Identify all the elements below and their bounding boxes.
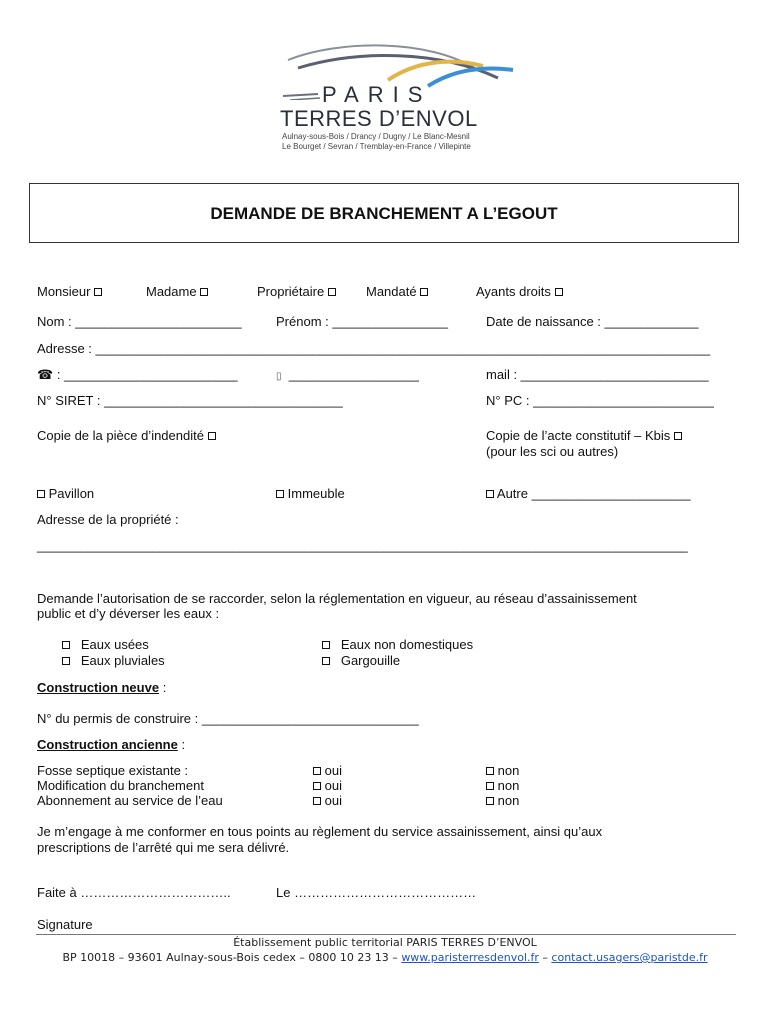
adresse-field[interactable]: Adresse : _____________________________________________________________________________________	[37, 341, 711, 356]
footer-line-2	[0, 951, 770, 964]
modification-oui-option[interactable]	[313, 778, 342, 793]
siret-field[interactable]: N° SIRET : _________________________________	[37, 393, 343, 408]
mandate-checkbox[interactable]	[420, 288, 428, 296]
copie-kbis-note: (pour les sci ou autres)	[486, 444, 619, 459]
logo-terres-text: TERRES D’ENVOL	[280, 106, 478, 131]
mobile-line: __________________	[288, 367, 419, 382]
immeuble-option[interactable]	[276, 486, 345, 501]
engagement-line-1: Je m’engage à me conformer en tous points au règlement du service assainissement, ainsi qu’aux	[37, 824, 603, 839]
oui-label: oui	[324, 778, 342, 793]
construction-neuve-label: Construction neuve	[37, 680, 160, 695]
footer-line-1: Établissement public territorial PARIS TERRES D’ENVOL	[233, 936, 537, 949]
eaux-pluviales-checkbox[interactable]	[62, 657, 70, 665]
abonnement-non-option[interactable]	[486, 793, 519, 808]
eaux-usees-option[interactable]	[62, 637, 149, 652]
logo-towns-line-2: Le Bourget / Sevran / Tremblay-en-France / Villepinte	[282, 142, 471, 151]
copie-kbis-checkbox[interactable]	[674, 432, 682, 440]
fosse-oui-option[interactable]	[313, 763, 342, 778]
eaux-non-domestiques-checkbox[interactable]	[322, 641, 330, 649]
construction-ancienne-label: Construction ancienne	[37, 737, 178, 752]
colon: :	[181, 737, 186, 752]
proprietaire-checkbox[interactable]	[328, 288, 336, 296]
proprietaire-label: Propriétaire	[257, 284, 325, 299]
prenom-field[interactable]: Prénom : ________________	[276, 314, 449, 329]
mobile-field[interactable]	[276, 367, 419, 382]
modification-label: Modification du branchement	[37, 778, 204, 793]
eaux-non-domestiques-label: Eaux non domestiques	[340, 637, 474, 652]
autre-option[interactable]	[486, 486, 691, 501]
colon: :	[162, 680, 167, 695]
immeuble-label: Immeuble	[287, 486, 345, 501]
telephone-line: : ________________________	[56, 367, 238, 382]
engagement-line-2: prescriptions de l’arrêté qui me sera délivré.	[37, 840, 290, 855]
phone-icon: ☎	[37, 367, 54, 382]
eaux-non-domestiques-option[interactable]	[322, 637, 473, 652]
madame-option[interactable]	[146, 284, 208, 299]
non-label: non	[497, 793, 520, 808]
pavillon-label: Pavillon	[48, 486, 95, 501]
signature-label: Signature	[37, 917, 93, 932]
mail-field[interactable]: mail : __________________________	[486, 367, 709, 382]
construction-neuve-heading	[37, 680, 166, 695]
madame-checkbox[interactable]	[200, 288, 208, 296]
mobile-phone-icon: ▯	[276, 371, 282, 382]
faite-a-field[interactable]: Faite à ……………………………..	[37, 885, 231, 900]
abonnement-label: Abonnement au service de l’eau	[37, 793, 223, 808]
gargouille-option[interactable]	[322, 653, 400, 668]
monsieur-label: Monsieur	[37, 284, 91, 299]
monsieur-checkbox[interactable]	[94, 288, 102, 296]
adresse-propriete-label: Adresse de la propriété :	[37, 512, 179, 527]
proprietaire-option[interactable]	[257, 284, 336, 299]
fosse-oui-checkbox[interactable]	[313, 767, 321, 775]
autre-label: Autre ______________________	[496, 486, 691, 501]
fosse-label: Fosse septique existante :	[37, 763, 189, 778]
title-box	[29, 183, 739, 243]
monsieur-option[interactable]	[37, 284, 102, 299]
email-link[interactable]: contact.usagers@paristde.fr	[551, 951, 708, 964]
non-label: non	[497, 763, 520, 778]
copie-kbis-label: Copie de l’acte constitutif – Kbis	[486, 428, 671, 443]
autre-checkbox[interactable]	[486, 490, 494, 498]
pavillon-option[interactable]	[37, 486, 94, 501]
gargouille-label: Gargouille	[340, 653, 401, 668]
pc-field[interactable]: N° PC : _________________________	[486, 393, 714, 408]
fosse-non-checkbox[interactable]	[486, 767, 494, 775]
non-label: non	[497, 778, 520, 793]
mandate-label: Mandaté	[366, 284, 417, 299]
date-naissance-field[interactable]: Date de naissance : _____________	[486, 314, 699, 329]
oui-label: oui	[324, 763, 342, 778]
footer-address: BP 10018 – 93601 Aulnay-sous-Bois cedex – 0800 10 23 13 –	[62, 951, 398, 964]
madame-label: Madame	[146, 284, 197, 299]
logo-paris-text: PARIS	[322, 82, 432, 107]
le-field[interactable]: Le ……………………………………	[276, 885, 477, 900]
request-text-line-2: public et d’y déverser les eaux :	[37, 606, 220, 621]
copie-identite-option[interactable]	[37, 428, 216, 443]
eaux-pluviales-option[interactable]	[62, 653, 165, 668]
copie-identite-checkbox[interactable]	[208, 432, 216, 440]
nom-field[interactable]: Nom : _______________________	[37, 314, 242, 329]
oui-label: oui	[324, 793, 342, 808]
ayants-droits-label: Ayants droits	[476, 284, 551, 299]
telephone-field[interactable]	[37, 367, 238, 383]
modification-non-option[interactable]	[486, 778, 519, 793]
footer-divider	[36, 934, 736, 935]
footer-dash: –	[542, 951, 548, 964]
abonnement-oui-checkbox[interactable]	[313, 797, 321, 805]
logo	[278, 40, 518, 155]
modification-non-checkbox[interactable]	[486, 782, 494, 790]
construction-ancienne-heading	[37, 737, 185, 752]
gargouille-checkbox[interactable]	[322, 657, 330, 665]
eaux-usees-checkbox[interactable]	[62, 641, 70, 649]
logo-towns-line-1: Aulnay-sous-Bois / Drancy / Dugny / Le Blanc-Mesnil	[282, 132, 470, 141]
request-text-line-1: Demande l’autorisation de se raccorder, selon la réglementation en vigueur, au réseau d’assainissement	[37, 591, 637, 606]
ayants-droits-checkbox[interactable]	[555, 288, 563, 296]
modification-oui-checkbox[interactable]	[313, 782, 321, 790]
immeuble-checkbox[interactable]	[276, 490, 284, 498]
eaux-usees-label: Eaux usées	[80, 637, 149, 652]
permis-field[interactable]: N° du permis de construire : ______________________________	[37, 711, 419, 726]
adresse-propriete-field[interactable]: __________________________________________________________________________________________	[37, 538, 688, 553]
copie-kbis-option[interactable]	[486, 428, 682, 443]
abonnement-non-checkbox[interactable]	[486, 797, 494, 805]
eaux-pluviales-label: Eaux pluviales	[80, 653, 165, 668]
mandate-option[interactable]	[366, 284, 428, 299]
abonnement-oui-option[interactable]	[313, 793, 342, 808]
website-link[interactable]: www.paristerresdenvol.fr	[401, 951, 539, 964]
ayants-droits-option[interactable]	[476, 284, 563, 299]
pavillon-checkbox[interactable]	[37, 490, 45, 498]
copie-identite-label: Copie de la pièce d’indendité	[37, 428, 204, 443]
fosse-non-option[interactable]	[486, 763, 519, 778]
page-title: DEMANDE DE BRANCHEMENT A L’EGOUT	[210, 204, 558, 223]
